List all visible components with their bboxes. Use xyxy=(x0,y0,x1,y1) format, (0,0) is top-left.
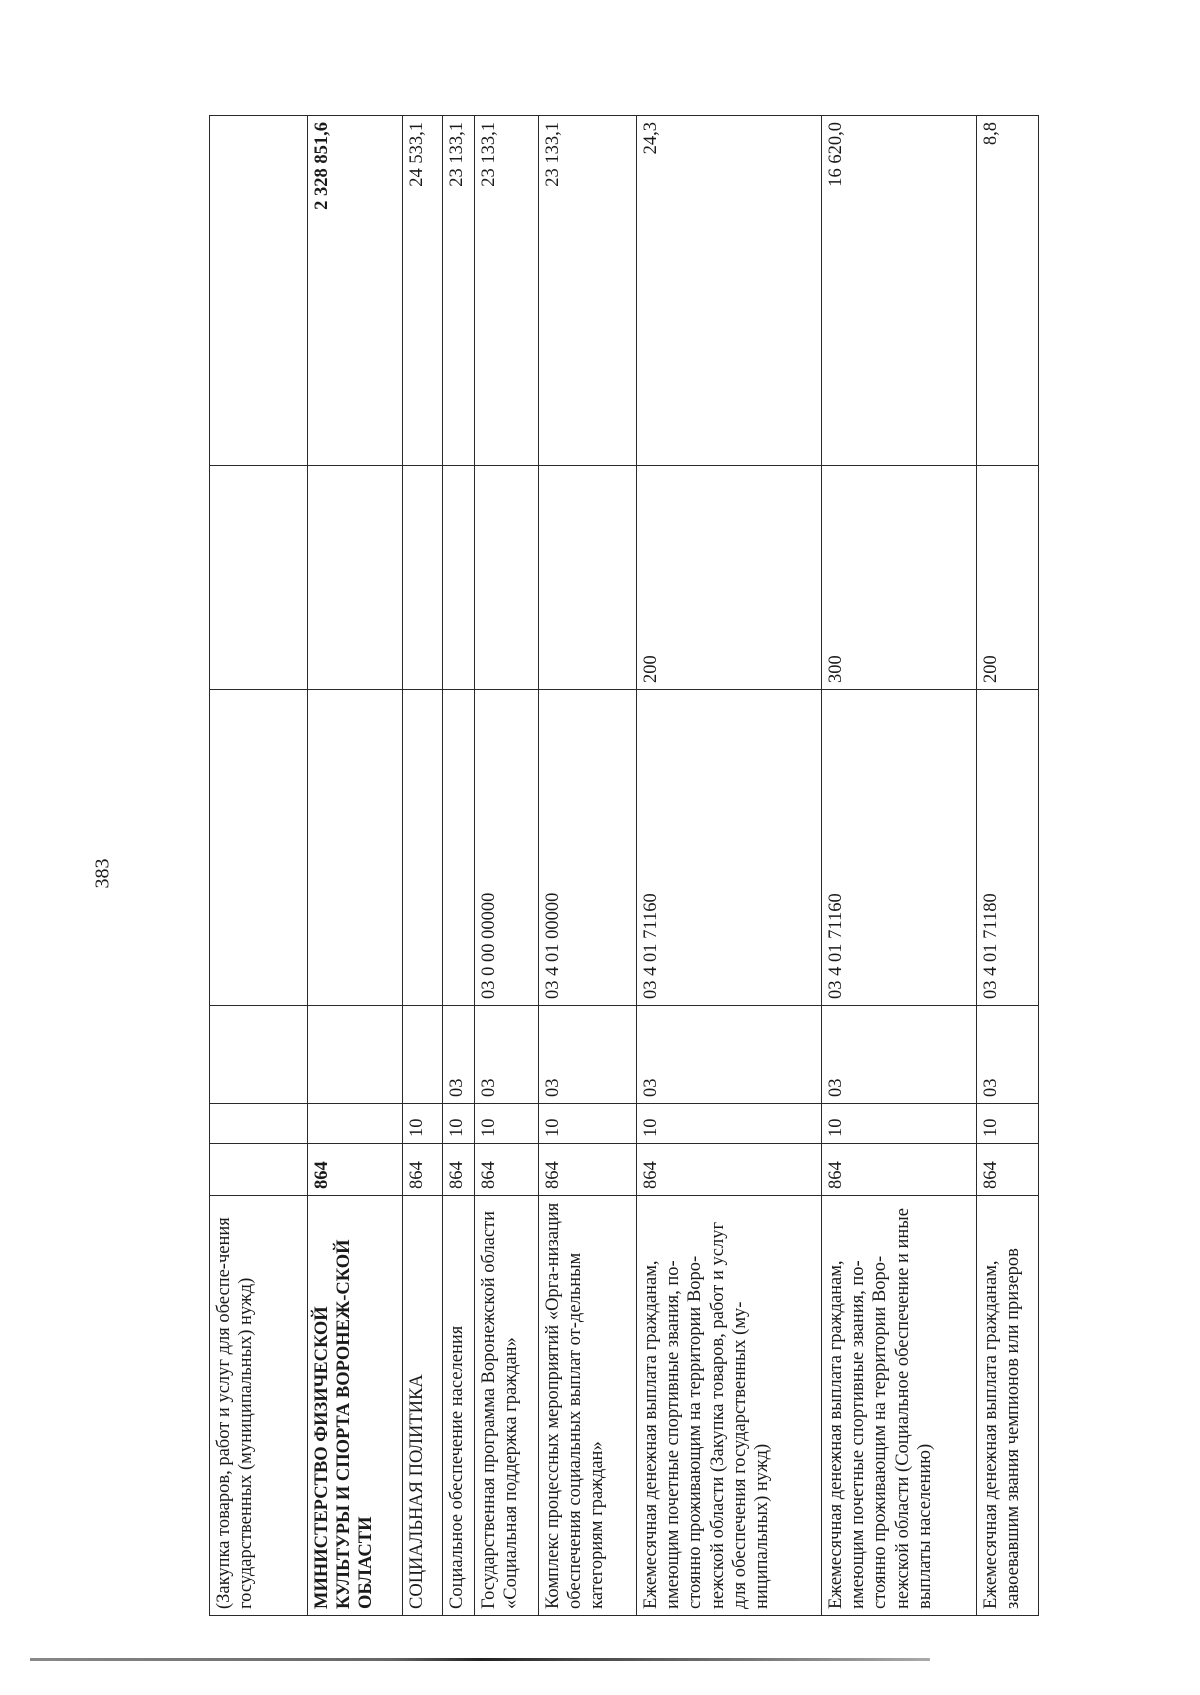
cell-pr: 03 xyxy=(637,1006,822,1104)
cell-name: Ежемесячная денежная выплата гражданам, имеющим почетные спортивные звания, по-стоянно проживающим на территории Воро-нежской области (Закупка товаров, работ и услуг для обеспечения государственных (му-ниципальных) нужд) xyxy=(637,1196,822,1616)
cell-rz: 10 xyxy=(539,1104,637,1144)
cell-pr: 03 xyxy=(977,1006,1039,1104)
cell-vr: 300 xyxy=(822,466,977,690)
cell-rz: 10 xyxy=(977,1104,1039,1144)
cell-pr: 03 xyxy=(475,1006,539,1104)
cell-name: (Закупка товаров, работ и услуг для обеспе-чения государственных (муниципальных) нужд) xyxy=(210,1196,308,1616)
cell-vr: 200 xyxy=(977,466,1039,690)
cell-grbs: 864 xyxy=(475,1144,539,1196)
cell-vr xyxy=(403,466,443,690)
cell-name: Комплекс процессных мероприятий «Орга-низация обеспечения социальных выплат от-дельным категориям граждан» xyxy=(539,1196,637,1616)
cell-csr xyxy=(443,690,475,1006)
cell-sum: 2 328 851,6 xyxy=(308,116,403,466)
budget-table xyxy=(209,115,1039,1616)
cell-csr: 03 4 01 71160 xyxy=(637,690,822,1006)
cell-pr: 03 xyxy=(539,1006,637,1104)
table-row xyxy=(637,116,822,1616)
cell-grbs: 864 xyxy=(403,1144,443,1196)
cell-name: Социальное обеспечение населения xyxy=(443,1196,475,1616)
cell-pr: 03 xyxy=(443,1006,475,1104)
table-row xyxy=(539,116,637,1616)
cell-vr xyxy=(443,466,475,690)
page-number: 383 xyxy=(91,858,114,889)
table-row xyxy=(977,116,1039,1616)
cell-name: Ежемесячная денежная выплата гражданам, завоевавшим звания чемпионов или призеров xyxy=(977,1196,1039,1616)
cell-grbs: 864 xyxy=(308,1144,403,1196)
cell-grbs xyxy=(210,1144,308,1196)
cell-pr xyxy=(210,1006,308,1104)
cell-csr: 03 0 00 00000 xyxy=(475,690,539,1006)
cell-sum: 8,8 xyxy=(977,116,1039,466)
cell-rz: 10 xyxy=(822,1104,977,1144)
cell-rz: 10 xyxy=(475,1104,539,1144)
table-row xyxy=(210,116,308,1616)
cell-sum: 24,3 xyxy=(637,116,822,466)
cell-vr xyxy=(475,466,539,690)
cell-grbs: 864 xyxy=(822,1144,977,1196)
budget-table-container xyxy=(209,116,1039,1616)
cell-name: Ежемесячная денежная выплата гражданам, имеющим почетные спортивные звания, по-стоянно проживающим на территории Воро-нежской области (Социальное обеспечение и иные выплаты населению) xyxy=(822,1196,977,1616)
cell-sum: 24 533,1 xyxy=(403,116,443,466)
budget-table-body xyxy=(210,116,1039,1616)
cell-csr: 03 4 01 71160 xyxy=(822,690,977,1006)
cell-sum: 16 620,0 xyxy=(822,116,977,466)
cell-name: Государственная программа Воронежской области «Социальная поддержка граждан» xyxy=(475,1196,539,1616)
cell-pr: 03 xyxy=(822,1006,977,1104)
cell-name: МИНИСТЕРСТВО ФИЗИЧЕСКОЙ КУЛЬТУРЫ И СПОРТА ВОРОНЕЖ-СКОЙ ОБЛАСТИ xyxy=(308,1196,403,1616)
cell-name: СОЦИАЛЬНАЯ ПОЛИТИКА xyxy=(403,1196,443,1616)
table-row xyxy=(822,116,977,1616)
cell-vr xyxy=(539,466,637,690)
cell-rz: 10 xyxy=(637,1104,822,1144)
scan-edge-line xyxy=(30,1658,930,1661)
cell-csr: 03 4 01 71180 xyxy=(977,690,1039,1006)
cell-grbs: 864 xyxy=(637,1144,822,1196)
table-row xyxy=(403,116,443,1616)
cell-rz: 10 xyxy=(403,1104,443,1144)
cell-rz xyxy=(210,1104,308,1144)
cell-pr xyxy=(308,1006,403,1104)
cell-rz xyxy=(308,1104,403,1144)
table-row xyxy=(443,116,475,1616)
cell-sum xyxy=(210,116,308,466)
cell-sum: 23 133,1 xyxy=(443,116,475,466)
cell-csr: 03 4 01 00000 xyxy=(539,690,637,1006)
cell-vr: 200 xyxy=(637,466,822,690)
cell-csr xyxy=(210,690,308,1006)
cell-csr xyxy=(308,690,403,1006)
cell-pr xyxy=(403,1006,443,1104)
cell-grbs: 864 xyxy=(977,1144,1039,1196)
cell-sum: 23 133,1 xyxy=(475,116,539,466)
cell-vr xyxy=(210,466,308,690)
cell-grbs: 864 xyxy=(539,1144,637,1196)
cell-rz: 10 xyxy=(443,1104,475,1144)
table-row xyxy=(475,116,539,1616)
cell-vr xyxy=(308,466,403,690)
cell-sum: 23 133,1 xyxy=(539,116,637,466)
cell-csr xyxy=(403,690,443,1006)
table-row xyxy=(308,116,403,1616)
cell-grbs: 864 xyxy=(443,1144,475,1196)
